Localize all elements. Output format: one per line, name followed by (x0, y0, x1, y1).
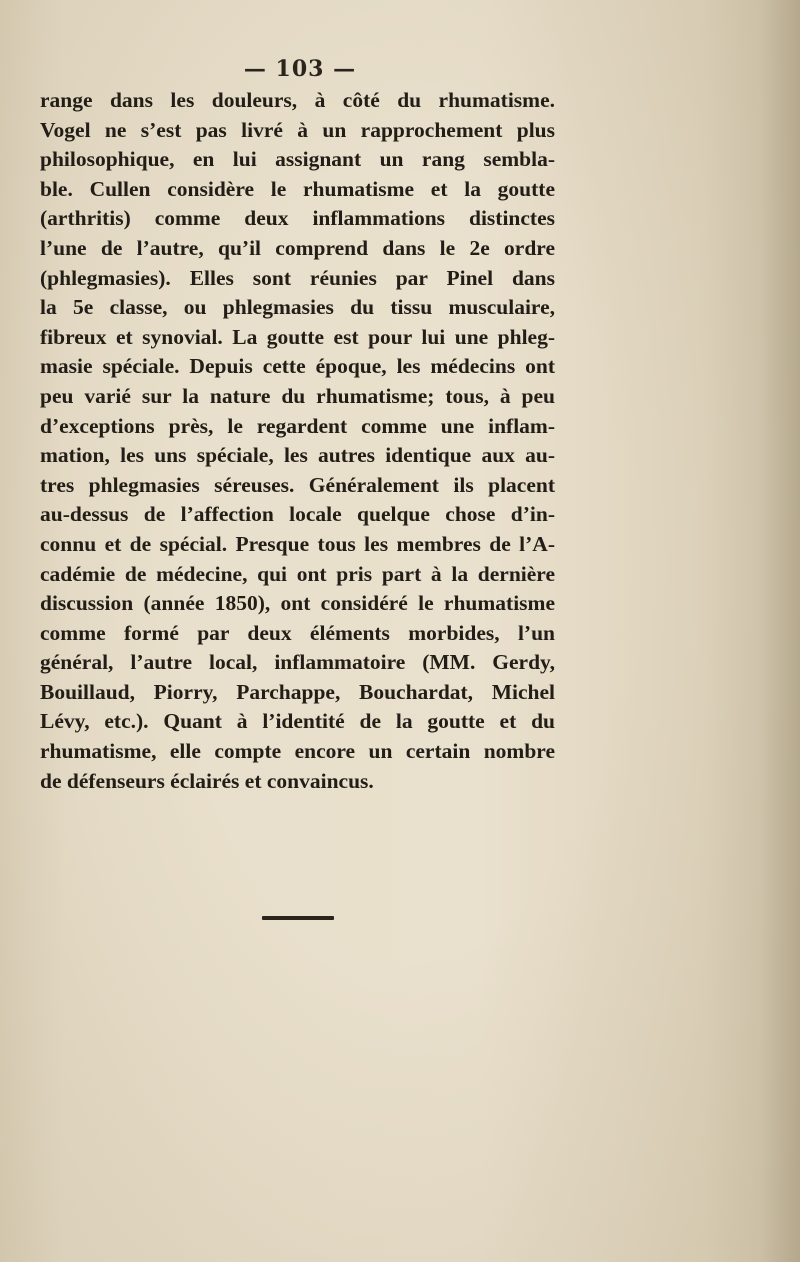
text-line: tres phlegmasies séreuses. Généralement ils placent (40, 472, 555, 497)
text-line: philosophique, en lui assignant un rang sembla- (40, 147, 555, 172)
text-line: comme formé par deux éléments morbides, l’un (40, 620, 555, 645)
text-line: la 5e classe, ou phlegmasies du tissu musculaire, (40, 295, 555, 320)
text-line: (arthritis) comme deux inflammations distinctes (40, 206, 555, 231)
text-line: rhumatisme, elle compte encore un certain nombre (40, 739, 555, 764)
text-line: Vogel ne s’est pas livré à un rapprochement plus (40, 117, 555, 142)
text-line: général, l’autre local, inflammatoire (MM. Gerdy, (40, 650, 555, 675)
page-edge-shadow (760, 0, 800, 1262)
text-line: fibreux et synovial. La goutte est pour lui une phleg- (40, 324, 555, 349)
text-line: l’une de l’autre, qu’il comprend dans le 2e ordre (40, 235, 555, 260)
text-line: connu et de spécial. Presque tous les membres de l’A- (40, 531, 555, 556)
text-line: peu varié sur la nature du rhumatisme; tous, à peu (40, 383, 555, 408)
text-line: d’exceptions près, le regardent comme une inflam- (40, 413, 555, 438)
text-line: mation, les uns spéciale, les autres identique aux au- (40, 443, 555, 468)
text-line: masie spéciale. Depuis cette époque, les médecins ont (40, 354, 555, 379)
text-line: au-dessus de l’affection locale quelque chose d’in- (40, 502, 555, 527)
text-line: discussion (année 1850), ont considéré le rhumatisme (40, 591, 555, 616)
text-line: cadémie de médecine, qui ont pris part à la dernière (40, 561, 555, 586)
section-end-rule (262, 916, 334, 920)
text-line: (phlegmasies). Elles sont réunies par Pinel dans (40, 265, 555, 290)
body-text (40, 86, 555, 796)
text-line: de défenseurs éclairés et convaincus. (40, 768, 374, 793)
text-line: ble. Cullen considère le rhumatisme et la goutte (40, 176, 555, 201)
text-line: Lévy, etc.). Quant à l’identité de la goutte et du (40, 709, 555, 734)
text-line: range dans les douleurs, à côté du rhumatisme. (40, 88, 555, 112)
page-number: — 103 — (243, 56, 357, 82)
text-line: Bouillaud, Piorry, Parchappe, Bouchardat, Michel (40, 679, 555, 704)
